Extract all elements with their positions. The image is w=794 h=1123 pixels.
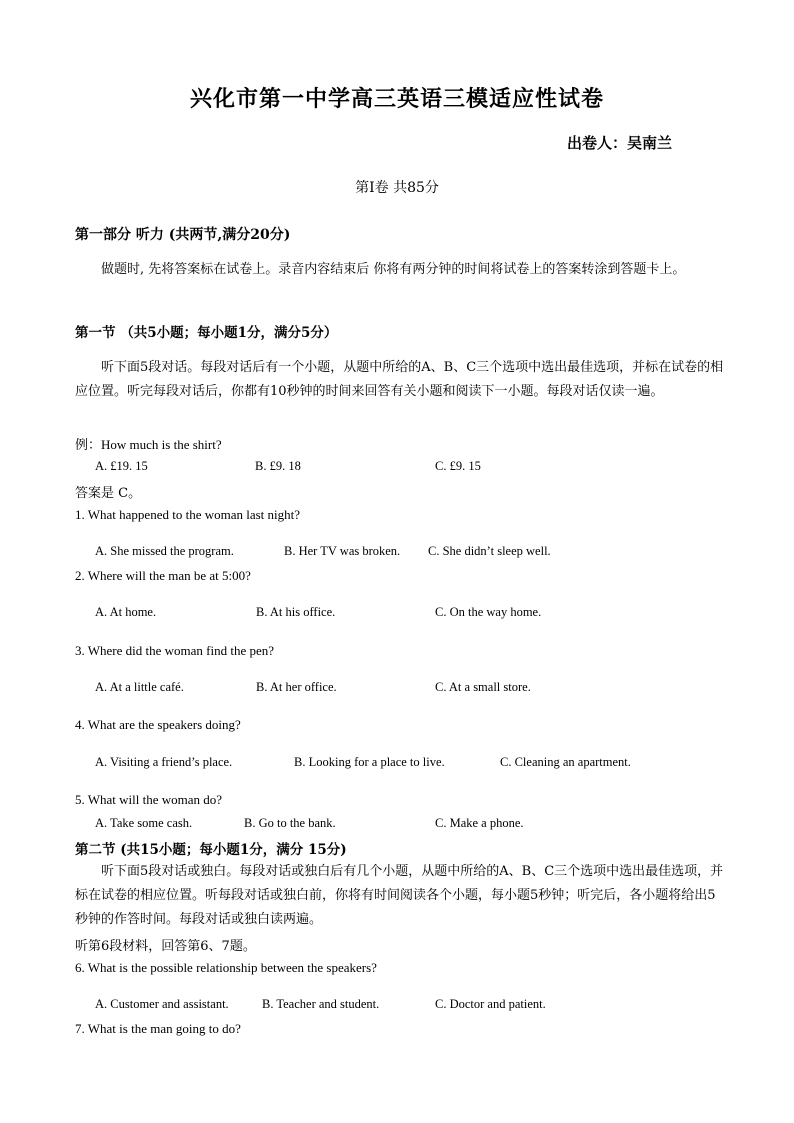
author-line: 出卷人：吴南兰 bbox=[566, 134, 672, 152]
example-question: 例：How much is the shirt? bbox=[75, 437, 222, 452]
q4-option-b: B. Looking for a place to live. bbox=[294, 755, 445, 769]
q6-option-b: B. Teacher and student. bbox=[262, 997, 380, 1011]
section1-heading: 第一节 （共5小题；每小题1分，满分5分） bbox=[75, 325, 338, 341]
example-option-b: B. £9. 18 bbox=[255, 459, 301, 473]
q5-option-c: C. Make a phone. bbox=[435, 816, 524, 830]
example-answer: 答案是 C。 bbox=[75, 486, 142, 501]
q1-option-b: B. Her TV was broken. bbox=[284, 544, 401, 558]
q6-option-a: A. Customer and assistant. bbox=[95, 997, 229, 1011]
exam-title: 兴化市第一中学高三英语三模适应性试卷 bbox=[189, 86, 604, 112]
section1-instructions: 听下面5段对话。每段对话后有一个小题，从题中所给的A、B、C三个选项中选出最佳选项，并标在试卷的相应位置。听完每段对话后，你都有10秒钟的时间来回答有关小题和阅读下一小题。每段对话仅读一遍。 bbox=[75, 360, 724, 399]
q2-option-b: B. At his office. bbox=[256, 605, 336, 619]
q3-option-a: A. At a little café. bbox=[95, 680, 184, 694]
q4-option-a: A. Visiting a friend’s place. bbox=[95, 755, 233, 769]
q2-option-a: A. At home. bbox=[95, 605, 157, 619]
part1-instructions: 做题时, 先将答案标在试卷上。录音内容结束后 你将有两分钟的时间将试卷上的答案转涂到答题卡上。 bbox=[101, 262, 686, 277]
q5-option-a: A. Take some cash. bbox=[95, 816, 193, 830]
q5-option-b: B. Go to the bank. bbox=[244, 816, 336, 830]
section2-heading: 第二节 (共15小题；每小题1分，满分 15分) bbox=[75, 842, 347, 858]
question-7: 7. What is the man going to do? bbox=[75, 1021, 241, 1036]
example-option-c: C. £9. 15 bbox=[435, 459, 481, 473]
q2-option-c: C. On the way home. bbox=[435, 605, 542, 619]
volume-line: 第Ⅰ卷 共85分 bbox=[355, 180, 439, 196]
question-3: 3. Where did the woman find the pen? bbox=[75, 643, 275, 658]
example-option-a: A. £19. 15 bbox=[95, 459, 148, 473]
question-1: 1. What happened to the woman last night? bbox=[75, 507, 301, 522]
q3-option-b: B. At her office. bbox=[256, 680, 337, 694]
part1-heading: 第一部分 听力 (共两节,满分20分) bbox=[75, 227, 291, 243]
question-5: 5. What will the woman do? bbox=[75, 792, 223, 807]
q3-option-c: C. At a small store. bbox=[435, 680, 531, 694]
question-4: 4. What are the speakers doing? bbox=[75, 717, 241, 732]
q1-option-a: A. She missed the program. bbox=[95, 544, 234, 558]
q1-option-c: C. She didn’t sleep well. bbox=[428, 544, 551, 558]
material-note: 听第6段材料，回答第6、7题。 bbox=[75, 939, 256, 954]
section2-instructions: 听下面5段对话或独白。每段对话或独白后有几个小题，从题中所给的A、B、C三个选项中选出最佳选项，并标在试卷的相应位置。听每段对话或独白前，你将有时间阅读各个小题，每小题5秒钟；听完后，各小题将给出5秒钟的作答时间。每段对话或独白读两遍。 bbox=[75, 864, 724, 927]
q4-option-c: C. Cleaning an apartment. bbox=[500, 755, 631, 769]
q6-option-c: C. Doctor and patient. bbox=[435, 997, 546, 1011]
question-6: 6. What is the possible relationship between the speakers? bbox=[75, 960, 377, 975]
question-2: 2. Where will the man be at 5:00? bbox=[75, 568, 251, 583]
